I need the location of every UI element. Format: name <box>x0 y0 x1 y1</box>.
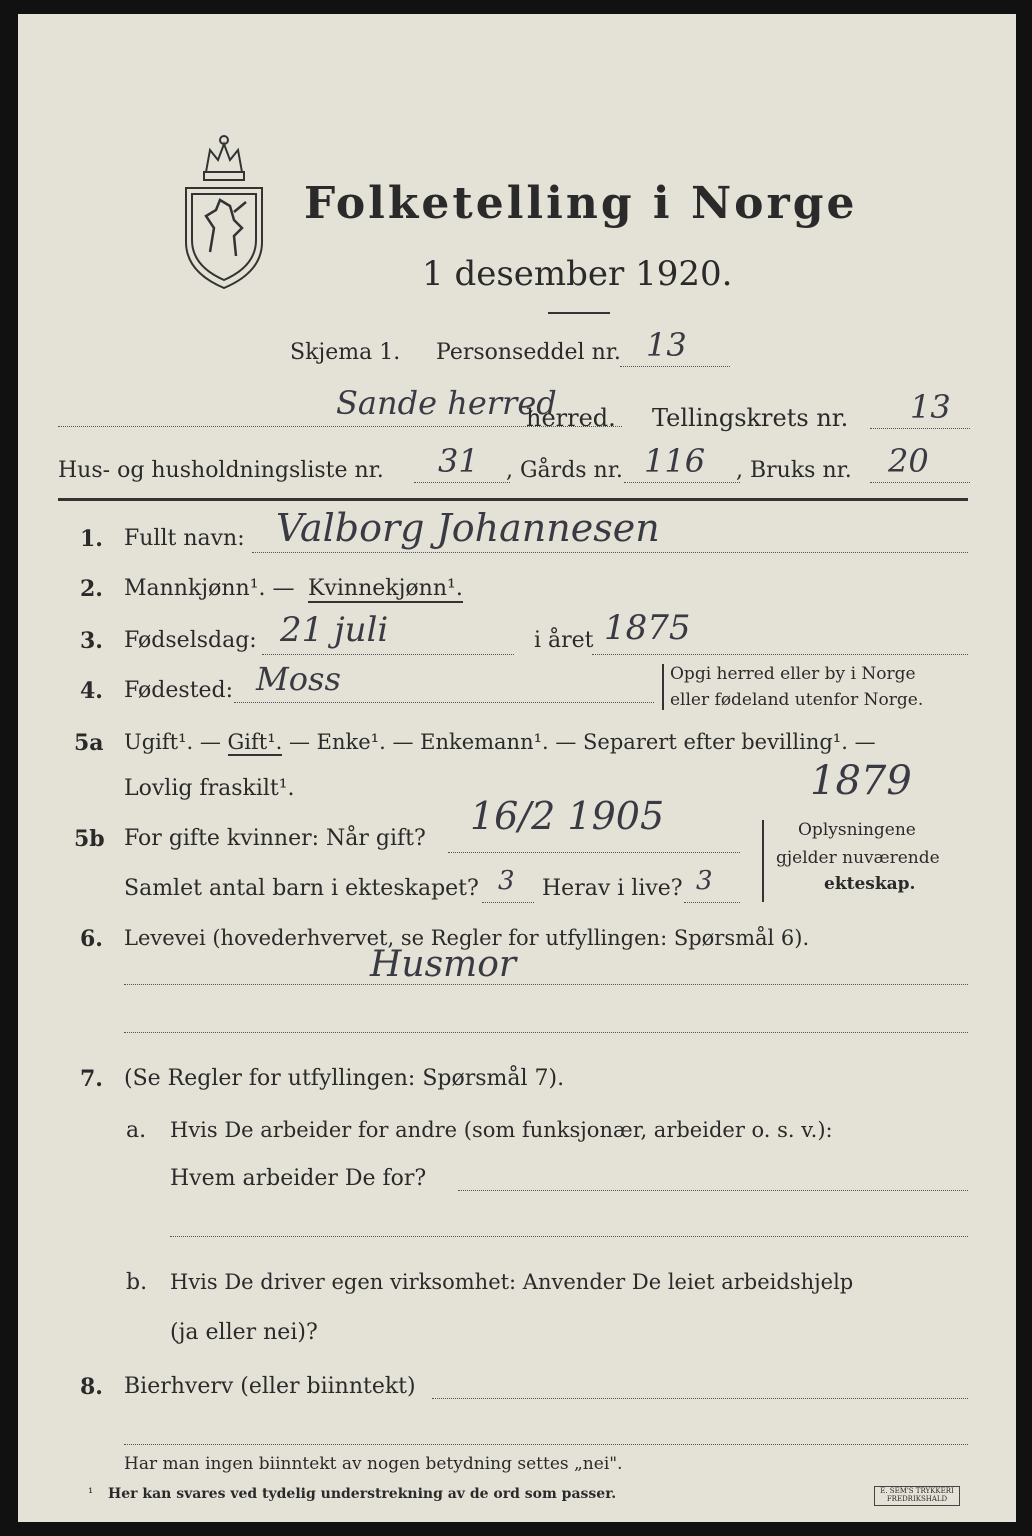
tellingskrets-field-line <box>870 428 970 429</box>
gards-value[interactable]: 116 <box>644 442 706 480</box>
q8-label: Bierhverv (eller biinntekt) <box>124 1374 416 1399</box>
q1-number: 1. <box>80 526 103 552</box>
birthday-value[interactable]: 21 juli <box>280 610 389 650</box>
footnote-mark: ¹ <box>88 1486 94 1501</box>
q7a-field-line-2 <box>170 1236 968 1237</box>
q4-label: Fødested: <box>124 678 234 703</box>
q7b-number: b. <box>126 1270 148 1295</box>
census-form-page <box>18 14 1016 1522</box>
q8-note: Har man ingen biinntekt av nogen betydning settes „nei". <box>124 1454 623 1474</box>
q6-field-line-2 <box>124 1032 968 1033</box>
birthplace-value[interactable]: Moss <box>256 660 341 698</box>
q5b-label: For gifte kvinner: Når gift? <box>124 826 426 851</box>
personseddel-value[interactable]: 13 <box>646 326 687 364</box>
q4-field-line <box>234 702 654 703</box>
q5a-margin-note: 1879 <box>810 758 912 804</box>
herred-value[interactable]: Sande herred <box>336 384 557 422</box>
q5b-note-line-2: gjelder nuværende <box>776 848 940 868</box>
q7b-text: Hvis De driver egen virksomhet: Anvender De leiet arbeidshjelp <box>170 1270 854 1294</box>
q7b-text-2: (ja eller nei)? <box>170 1320 318 1345</box>
q8-field-line-2 <box>124 1444 968 1445</box>
occupation-value[interactable]: Husmor <box>370 944 517 985</box>
q6-label: Levevei (hovederhvervet, se Regler for utfyllingen: Spørsmål 6). <box>124 926 810 950</box>
q5b-number: 5b <box>74 826 105 852</box>
q7a-text: Hvis De arbeider for andre (som funksjonær, arbeider o. s. v.): <box>170 1118 833 1142</box>
q5a-number: 5a <box>74 730 104 756</box>
printer-stamp <box>874 1486 960 1506</box>
form-date: 1 desember 1920. <box>422 254 733 294</box>
q4-note-line-1: Opgi herred eller by i Norge <box>670 664 916 684</box>
gards-field-line <box>624 482 740 483</box>
husliste-value[interactable]: 31 <box>438 442 479 480</box>
printer-stamp-line-1: E. SEM'S TRYKKERI <box>880 1487 954 1495</box>
q3-year-field-line <box>592 654 968 655</box>
full-name-value[interactable]: Valborg Johannesen <box>276 506 660 550</box>
q1-label: Fullt navn: <box>124 526 245 551</box>
q7a-number: a. <box>126 1118 147 1143</box>
q4-note-brace <box>662 664 664 710</box>
q7a-text-2: Hvem arbeider De for? <box>170 1166 427 1191</box>
q5b-live-field-line <box>684 902 740 903</box>
coat-of-arms-icon <box>176 132 272 292</box>
q6-number: 6. <box>80 926 103 952</box>
q5b-barn-label: Samlet antal barn i ekteskapet? <box>124 876 479 901</box>
q8-field-line-1 <box>432 1398 968 1399</box>
herred-label: herred. <box>526 404 616 432</box>
footnote-text: Her kan svares ved tydelig understrekning av de ord som passer. <box>108 1486 617 1502</box>
q6-field-line-1 <box>124 984 968 985</box>
husliste-label: Hus- og husholdningsliste nr. <box>58 458 384 483</box>
q5b-field-line <box>448 852 740 853</box>
q7-number: 7. <box>80 1066 103 1092</box>
q5b-live-label: Herav i live? <box>542 876 683 901</box>
q4-note-line-2: eller fødeland utenfor Norge. <box>670 690 924 710</box>
personseddel-field-line <box>620 366 730 367</box>
title-divider <box>548 312 610 314</box>
q3-year-label: i året <box>534 628 594 653</box>
q5b-note-brace <box>762 820 764 902</box>
q5a-options <box>124 730 876 754</box>
tellingskrets-label: Tellingskrets nr. <box>652 404 849 432</box>
printer-stamp-line-2: FREDRIKSHALD <box>886 1495 948 1503</box>
form-title: Folketelling i Norge <box>304 178 858 229</box>
bruks-value[interactable]: 20 <box>888 442 929 480</box>
q2-kvinnekjonn[interactable]: Kvinnekjønn¹. <box>308 576 463 601</box>
q5a-gift[interactable]: Gift¹. <box>227 730 283 754</box>
q3-number: 3. <box>80 628 103 654</box>
q2-mannkjonn: Mannkjønn¹. — <box>124 576 295 601</box>
husliste-field-line <box>414 482 510 483</box>
tellingskrets-value[interactable]: 13 <box>910 388 951 426</box>
q5b-note-line-3: ekteskap. <box>824 874 916 894</box>
children-count-value[interactable]: 3 <box>498 866 515 896</box>
birth-year-value[interactable]: 1875 <box>604 608 691 648</box>
personseddel-label: Personseddel nr. <box>436 340 621 365</box>
bruks-label: , Bruks nr. <box>736 458 852 483</box>
children-living-value[interactable]: 3 <box>696 866 713 896</box>
marriage-date-value[interactable]: 16/2 1905 <box>470 794 665 838</box>
q4-number: 4. <box>80 678 103 704</box>
q2-number: 2. <box>80 576 103 602</box>
q3-field-line <box>262 654 514 655</box>
bruks-field-line <box>870 482 970 483</box>
q1-field-line <box>252 552 968 553</box>
q8-number: 8. <box>80 1374 103 1400</box>
q3-label: Fødselsdag: <box>124 628 257 653</box>
skjema-label: Skjema 1. <box>290 340 401 365</box>
q5b-barn-field-line <box>482 902 534 903</box>
q5a-other-options: — Enke¹. — Enkemann¹. — Separert efter bevilling¹. — <box>282 730 876 754</box>
gards-label: , Gårds nr. <box>506 458 623 483</box>
q7-label: (Se Regler for utfyllingen: Spørsmål 7). <box>124 1066 565 1091</box>
q7a-field-line-1 <box>458 1190 968 1191</box>
q5a-lovlig-fraskilt: Lovlig fraskilt¹. <box>124 776 295 801</box>
q5a-ugift: Ugift¹. — <box>124 730 228 754</box>
header-rule <box>58 498 968 501</box>
q5b-note-line-1: Oplysningene <box>798 820 916 840</box>
